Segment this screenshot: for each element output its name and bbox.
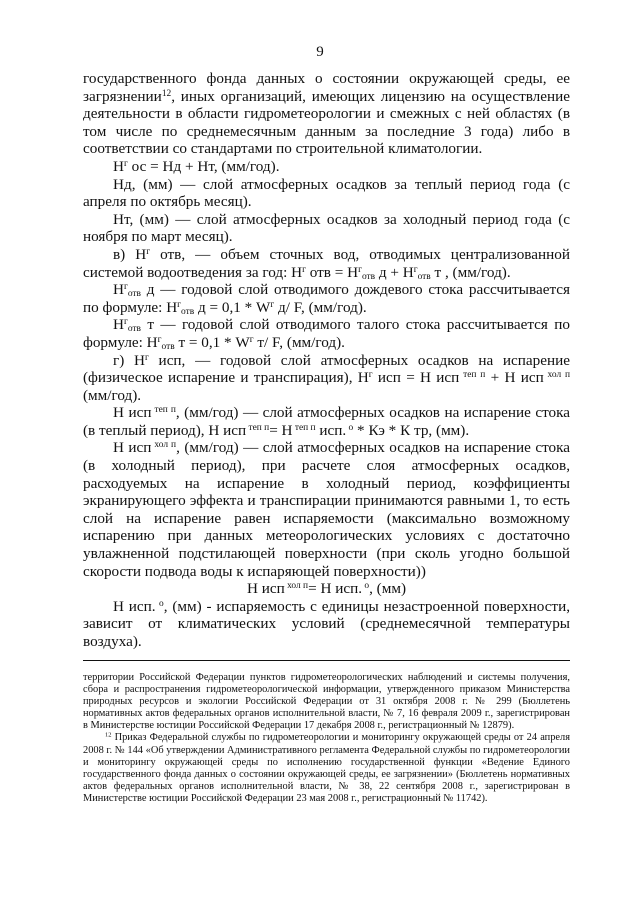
superscript: г [146, 246, 151, 257]
superscript: теп п [151, 405, 176, 416]
text-run: д + Н [375, 263, 414, 281]
subscript: отв [181, 306, 195, 317]
text-run: , (мм) - испаряемость с единицы незастроенной поверхности, зависит от климатических условий (среднемесячной температуры воздуха). [83, 597, 570, 650]
text-run: + Н исп [485, 369, 544, 387]
footnote-12 [83, 732, 570, 805]
footnote-separator [83, 660, 570, 661]
text-run: ос = Нд + Нт, (мм/год). [127, 157, 280, 175]
superscript: хол п [284, 581, 309, 592]
text-run: т/ F, (мм/год). [253, 333, 345, 351]
superscript: о [346, 422, 354, 433]
text-run: исп. [315, 421, 347, 439]
text-run: т , (мм/год). [430, 263, 511, 281]
superscript: г [249, 334, 254, 345]
superscript: г [123, 158, 128, 169]
paragraph-rain-runoff [83, 281, 570, 316]
superscript: г [358, 264, 362, 275]
superscript: теп п [246, 422, 270, 433]
superscript: г [368, 369, 373, 380]
superscript: хол п [543, 369, 571, 380]
footnote-continuation: территории Российской Федерации пунктов гидрометеорологических наблюдений и системы получения, сбора и распространения гидрометеорологической информации, утвержденного приказом Министерства природных ресурсов и экологии Российской Федерации от 31 октября 2008 г. № 299 (Бюллетень нормативных актов федеральных органов исполнительной власти, № 7, 16 февраля 2009 г., зарегистрирован в Министерстве юстиции Российской Федерации 17 декабря 2008 г., регистрационный № 12879). [83, 672, 570, 732]
text-run: исп, — годовой слой атмосферных осадков на испарение (физическое испарение и транспирация), Н [83, 351, 570, 387]
formula-h-os [83, 158, 570, 176]
main-text [83, 70, 570, 651]
superscript: о [155, 598, 164, 609]
superscript: г [413, 264, 418, 275]
text-run: Н исп. [113, 597, 156, 615]
paragraph-h-otv [83, 246, 570, 281]
text-run: , иных организаций, имеющих лицензию на осуществление деятельности в области гидрометеорологии и смежных с ней областях (в том числе по среднемесячным данным за последние 3 года) либо в соответствии со стандартами по строительной климатологии. [83, 87, 570, 158]
footnote-marker: 12 [105, 731, 112, 739]
subscript: отв [161, 341, 175, 352]
superscript: г [270, 299, 275, 310]
text-run: = Н исп. [308, 580, 363, 598]
subscript: отв [127, 324, 141, 335]
subscript: отв [417, 271, 431, 282]
text-run: отв, — объем сточных вод, отводимых централизованной системой водоотведения за год: Н [83, 245, 570, 281]
text-run: д = 0,1 * W [194, 298, 271, 316]
paragraph-evaporability [83, 598, 570, 651]
text-run: д — годовой слой отводимого дождевого стока рассчитывается по формуле: Н [83, 281, 570, 316]
text-run: Н [113, 281, 124, 299]
superscript: о [362, 581, 370, 592]
text-run: , (мм/год) — слой атмосферных осадков на испарение стока (в холодный период), при расчете слоя атмосферных осадков, расходуемых на испарение в холодный период, коэффициенты экранирующего эффекта и транспирации принимаются равными 1, то есть слой на испарение равен испаряемости (максимально возможному испарению при данных метеорологических условиях с достаточно увлажненной подстилающей поверхности (при сколь угодно большой скорости подвода воды к испаряющей поверхности)) [83, 439, 571, 580]
text-run: государственного фонда данных о состоянии окружающей среды, ее загрязнении [83, 70, 570, 105]
text-run: Н [113, 316, 124, 334]
footnote-text: Приказ Федеральной службы по гидрометеорологии и мониторингу окружающей среды от 24 апреля 2008 г. № 144 «Об утверждении Административного регламента Федеральной службы по гидрометеорологии и мониторингу окружающей среды по исполнению государственной функции «Ведение Единого государственного фонда данных о состоянии окружающей среды, ее загрязнении» (Бюллетень нормативных актов федеральных органов исполнительной власти, № 38, 22 сентября 2008 г., зарегистрирован в Министерстве юстиции Российской Федерации 23 мая 2008 г., регистрационный № 11742). [83, 732, 570, 804]
paragraph-melt-runoff [83, 316, 570, 351]
text-run: Н исп [113, 439, 152, 457]
page-number: 9 [316, 44, 324, 60]
superscript: г [144, 352, 149, 363]
text-run: (мм/год). [83, 386, 142, 404]
superscript: г [123, 281, 128, 292]
subscript: отв [127, 289, 141, 299]
superscript: хол п [151, 440, 177, 451]
text-run: в) Н [113, 245, 147, 263]
superscript: г [302, 264, 306, 275]
text-run: * Кэ * К тр, (мм). [353, 421, 470, 439]
text-run: исп = Н исп [372, 369, 460, 387]
paragraph-hd-definition: Нд, (мм) — слой атмосферных осадков за теплый период года (с апреля по октябрь месяц). [83, 175, 570, 211]
text-run: г) Н [113, 351, 145, 369]
text-run: Н [113, 157, 124, 175]
text-run: , (мм/год) — слой атмосферных осадков на испарение стока (в теплый период), Н исп [83, 404, 571, 439]
text-run: = Н [269, 421, 293, 439]
formula-cold-evaporation [83, 580, 570, 598]
superscript: г [177, 299, 182, 310]
text-run: Н исп [113, 404, 152, 422]
paragraph-cold-evaporation [83, 439, 570, 580]
paragraph-warm-evaporation [83, 404, 570, 439]
paragraph-ht-definition: Нт, (мм) — слой атмосферных осадков за холодный период года (с ноября по март месяц). [83, 210, 570, 246]
superscript: теп п [459, 369, 486, 380]
footnote-reference-12: 12 [161, 88, 172, 99]
text-run: Н исп [246, 580, 285, 598]
text-run: отв = Н [305, 263, 359, 281]
superscript: г [123, 317, 128, 328]
text-run: , (мм) [369, 580, 407, 598]
superscript: теп п [292, 422, 316, 433]
subscript: отв [361, 271, 376, 282]
text-run: т — годовой слой отводимого талого стока рассчитывается по формуле: Н [83, 316, 570, 351]
footnotes [83, 672, 570, 805]
text-run: д/ F, (мм/год). [274, 298, 367, 316]
superscript: г [157, 334, 162, 345]
paragraph-evaporation [83, 352, 570, 405]
text-run: т = 0,1 * W [174, 333, 250, 351]
paragraph-state-fund [83, 70, 570, 158]
